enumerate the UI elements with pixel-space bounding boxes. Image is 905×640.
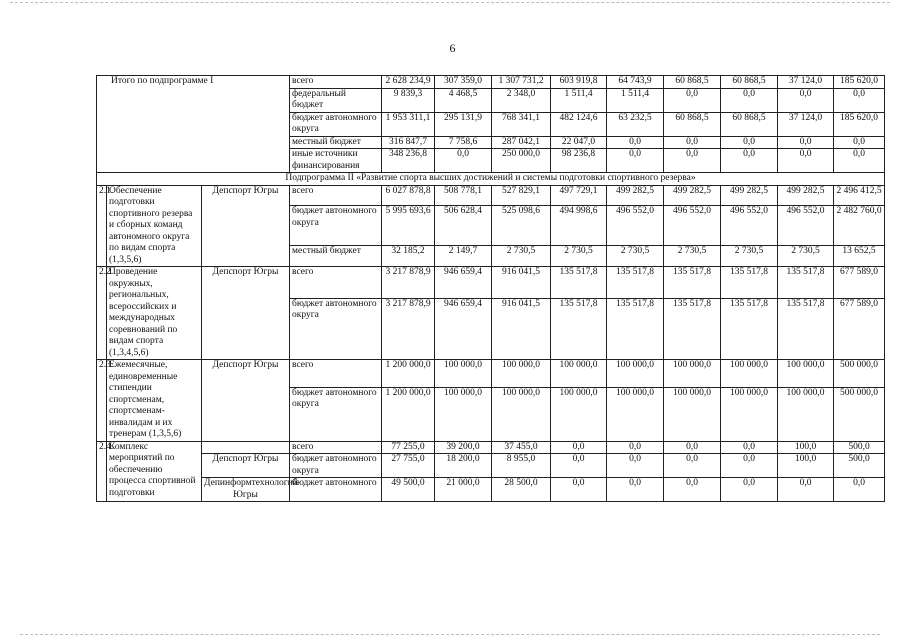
- value-cell: 2 730,5: [607, 246, 664, 267]
- funding-source: бюджет автономного округа: [290, 206, 382, 246]
- measure-name: Проведение окружных, региональных, всероссийских и международных соревнований по видам спорта (1,3,4,5,6): [107, 267, 202, 360]
- responsible-executor: Депспорт Югры: [202, 360, 290, 442]
- value-cell: 527 829,1: [492, 185, 551, 206]
- value-cell: 1 307 731,2: [492, 76, 551, 89]
- value-cell: 100,0: [778, 441, 834, 454]
- value-cell: 499 282,5: [721, 185, 778, 206]
- value-cell: 63 232,5: [607, 112, 664, 136]
- value-cell: 4 468,5: [435, 88, 492, 112]
- value-cell: 1 511,4: [551, 88, 607, 112]
- value-cell: 100 000,0: [607, 387, 664, 441]
- value-cell: 21 000,0: [435, 478, 492, 502]
- measure-number: 2.2.: [97, 267, 107, 360]
- value-cell: 60 868,5: [721, 76, 778, 89]
- value-cell: 100 000,0: [664, 360, 721, 388]
- value-cell: 499 282,5: [778, 185, 834, 206]
- value-cell: 100 000,0: [551, 387, 607, 441]
- value-cell: 496 552,0: [607, 206, 664, 246]
- value-cell: 100 000,0: [607, 360, 664, 388]
- value-cell: 499 282,5: [607, 185, 664, 206]
- value-cell: 0,0: [778, 478, 834, 502]
- value-cell: 0,0: [778, 149, 834, 173]
- value-cell: 0,0: [664, 441, 721, 454]
- funding-source: бюджет автономного округа: [290, 454, 382, 478]
- value-cell: 0,0: [721, 136, 778, 149]
- value-cell: 18 200,0: [435, 454, 492, 478]
- value-cell: 2 628 234,9: [382, 76, 435, 89]
- funding-source: федеральный бюджет: [290, 88, 382, 112]
- value-cell: 307 359,0: [435, 76, 492, 89]
- value-cell: 100 000,0: [492, 387, 551, 441]
- funding-source: иные источники финансирования: [290, 149, 382, 173]
- value-cell: 135 517,8: [607, 267, 664, 299]
- value-cell: 0,0: [834, 149, 885, 173]
- value-cell: 13 652,5: [834, 246, 885, 267]
- table-row: [97, 360, 885, 388]
- value-cell: 506 628,4: [435, 206, 492, 246]
- value-cell: 185 620,0: [834, 76, 885, 89]
- value-cell: 7 758,6: [435, 136, 492, 149]
- value-cell: 1 953 311,1: [382, 112, 435, 136]
- value-cell: 0,0: [435, 149, 492, 173]
- value-cell: 768 341,1: [492, 112, 551, 136]
- value-cell: 32 185,2: [382, 246, 435, 267]
- measure-number: 2.1.: [97, 185, 107, 267]
- value-cell: 677 589,0: [834, 267, 885, 299]
- value-cell: 135 517,8: [778, 298, 834, 359]
- value-cell: 496 552,0: [721, 206, 778, 246]
- value-cell: 135 517,8: [721, 298, 778, 359]
- value-cell: 500,0: [834, 454, 885, 478]
- value-cell: 100 000,0: [435, 360, 492, 388]
- table-row: [97, 454, 885, 478]
- value-cell: 0,0: [778, 88, 834, 112]
- table-row: [97, 267, 885, 299]
- value-cell: 0,0: [551, 441, 607, 454]
- value-cell: 0,0: [664, 478, 721, 502]
- value-cell: 98 236,8: [551, 149, 607, 173]
- table-row: [97, 173, 885, 186]
- value-cell: 677 589,0: [834, 298, 885, 359]
- value-cell: 0,0: [721, 441, 778, 454]
- value-cell: 500 000,0: [834, 387, 885, 441]
- value-cell: 603 919,8: [551, 76, 607, 89]
- funding-source: местный бюджет: [290, 246, 382, 267]
- funding-source: всего: [290, 76, 382, 89]
- value-cell: 64 743,9: [607, 76, 664, 89]
- value-cell: 0,0: [721, 478, 778, 502]
- responsible-executor: [202, 441, 290, 454]
- value-cell: 916 041,5: [492, 267, 551, 299]
- table-row: [97, 185, 885, 206]
- subprogram-total-label: Итого по подпрограмме I: [97, 76, 290, 173]
- value-cell: 2 496 412,5: [834, 185, 885, 206]
- value-cell: 508 778,1: [435, 185, 492, 206]
- value-cell: 499 282,5: [664, 185, 721, 206]
- value-cell: 39 200,0: [435, 441, 492, 454]
- measure-number: 2.3.: [97, 360, 107, 442]
- value-cell: 27 755,0: [382, 454, 435, 478]
- value-cell: 496 552,0: [664, 206, 721, 246]
- value-cell: 2 482 760,0: [834, 206, 885, 246]
- value-cell: 916 041,5: [492, 298, 551, 359]
- funding-source: бюджет автономного округа: [290, 298, 382, 359]
- table-row: [97, 478, 885, 502]
- value-cell: 0,0: [551, 478, 607, 502]
- value-cell: 0,0: [664, 88, 721, 112]
- value-cell: 2 730,5: [664, 246, 721, 267]
- responsible-executor: Депинформтехнологий Югры: [202, 478, 290, 502]
- value-cell: 100 000,0: [551, 360, 607, 388]
- value-cell: 0,0: [721, 88, 778, 112]
- value-cell: 135 517,8: [607, 298, 664, 359]
- responsible-executor: Депспорт Югры: [202, 267, 290, 360]
- value-cell: 135 517,8: [721, 267, 778, 299]
- measure-number: 2.4.: [97, 441, 107, 502]
- value-cell: 100 000,0: [778, 360, 834, 388]
- value-cell: 6 027 878,8: [382, 185, 435, 206]
- responsible-executor: Депспорт Югры: [202, 185, 290, 267]
- table-row: [97, 76, 885, 89]
- value-cell: 2 730,5: [721, 246, 778, 267]
- value-cell: 0,0: [664, 149, 721, 173]
- value-cell: 497 729,1: [551, 185, 607, 206]
- value-cell: 135 517,8: [551, 267, 607, 299]
- value-cell: 5 995 693,6: [382, 206, 435, 246]
- value-cell: 3 217 878,9: [382, 298, 435, 359]
- value-cell: 9 839,3: [382, 88, 435, 112]
- table-body: [97, 76, 885, 502]
- value-cell: 100 000,0: [435, 387, 492, 441]
- responsible-executor: Депспорт Югры: [202, 454, 290, 478]
- value-cell: 135 517,8: [664, 267, 721, 299]
- value-cell: 0,0: [607, 454, 664, 478]
- value-cell: 37 455,0: [492, 441, 551, 454]
- value-cell: 0,0: [607, 149, 664, 173]
- page-number: 6: [449, 41, 456, 55]
- value-cell: 100 000,0: [664, 387, 721, 441]
- table-row: [97, 441, 885, 454]
- value-cell: 0,0: [721, 454, 778, 478]
- value-cell: 77 255,0: [382, 441, 435, 454]
- value-cell: 60 868,5: [721, 112, 778, 136]
- value-cell: 0,0: [834, 88, 885, 112]
- funding-source: всего: [290, 441, 382, 454]
- scan-edge-top: [10, 2, 890, 4]
- value-cell: 0,0: [551, 454, 607, 478]
- value-cell: 0,0: [664, 454, 721, 478]
- value-cell: 0,0: [664, 136, 721, 149]
- funding-source: бюджет автономного округа: [290, 387, 382, 441]
- funding-source: бюджет автономного: [290, 478, 382, 502]
- value-cell: 100,0: [778, 454, 834, 478]
- value-cell: 37 124,0: [778, 112, 834, 136]
- funding-source: всего: [290, 185, 382, 206]
- value-cell: 500,0: [834, 441, 885, 454]
- budget-table: [96, 75, 885, 502]
- value-cell: 100 000,0: [492, 360, 551, 388]
- subprogram-title: Подпрограмма II «Развитие спорта высших достижений и системы подготовки спортивного резерва»: [97, 173, 885, 186]
- value-cell: 0,0: [834, 478, 885, 502]
- value-cell: 8 955,0: [492, 454, 551, 478]
- value-cell: 3 217 878,9: [382, 267, 435, 299]
- value-cell: 135 517,8: [551, 298, 607, 359]
- value-cell: 295 131,9: [435, 112, 492, 136]
- value-cell: 60 868,5: [664, 112, 721, 136]
- value-cell: 2 348,0: [492, 88, 551, 112]
- funding-source: местный бюджет: [290, 136, 382, 149]
- value-cell: 348 236,8: [382, 149, 435, 173]
- value-cell: 0,0: [721, 149, 778, 173]
- value-cell: 250 000,0: [492, 149, 551, 173]
- value-cell: 946 659,4: [435, 267, 492, 299]
- value-cell: 287 042,1: [492, 136, 551, 149]
- value-cell: 135 517,8: [664, 298, 721, 359]
- value-cell: 185 620,0: [834, 112, 885, 136]
- measure-name: Обеспечение подготовки спортивного резерва и сборных команд автономного округа по видам спорта (1,3,5,6): [107, 185, 202, 267]
- value-cell: 0,0: [778, 136, 834, 149]
- value-cell: 1 200 000,0: [382, 360, 435, 388]
- value-cell: 494 998,6: [551, 206, 607, 246]
- scan-edge-bottom: [20, 634, 880, 636]
- value-cell: 100 000,0: [721, 387, 778, 441]
- value-cell: 0,0: [607, 478, 664, 502]
- value-cell: 37 124,0: [778, 76, 834, 89]
- value-cell: 496 552,0: [778, 206, 834, 246]
- value-cell: 0,0: [607, 136, 664, 149]
- value-cell: 316 847,7: [382, 136, 435, 149]
- value-cell: 49 500,0: [382, 478, 435, 502]
- funding-source: всего: [290, 360, 382, 388]
- funding-source: бюджет автономного округа: [290, 112, 382, 136]
- value-cell: 100 000,0: [778, 387, 834, 441]
- value-cell: 100 000,0: [721, 360, 778, 388]
- value-cell: 0,0: [607, 441, 664, 454]
- measure-name: Ежемесячные, единовременные стипендии спортсменам, спортсменам-инвалидам и их тренерам (1,3,5,6): [107, 360, 202, 442]
- value-cell: 1 200 000,0: [382, 387, 435, 441]
- value-cell: 28 500,0: [492, 478, 551, 502]
- value-cell: 60 868,5: [664, 76, 721, 89]
- funding-source: всего: [290, 267, 382, 299]
- value-cell: 135 517,8: [778, 267, 834, 299]
- value-cell: 22 047,0: [551, 136, 607, 149]
- value-cell: 2 730,5: [492, 246, 551, 267]
- value-cell: 0,0: [834, 136, 885, 149]
- value-cell: 525 098,6: [492, 206, 551, 246]
- value-cell: 2 730,5: [551, 246, 607, 267]
- measure-name: Комплекс мероприятий по обеспечению процесса спортивной подготовки: [107, 441, 202, 502]
- value-cell: 2 149,7: [435, 246, 492, 267]
- value-cell: 2 730,5: [778, 246, 834, 267]
- value-cell: 500 000,0: [834, 360, 885, 388]
- value-cell: 482 124,6: [551, 112, 607, 136]
- value-cell: 946 659,4: [435, 298, 492, 359]
- value-cell: 1 511,4: [607, 88, 664, 112]
